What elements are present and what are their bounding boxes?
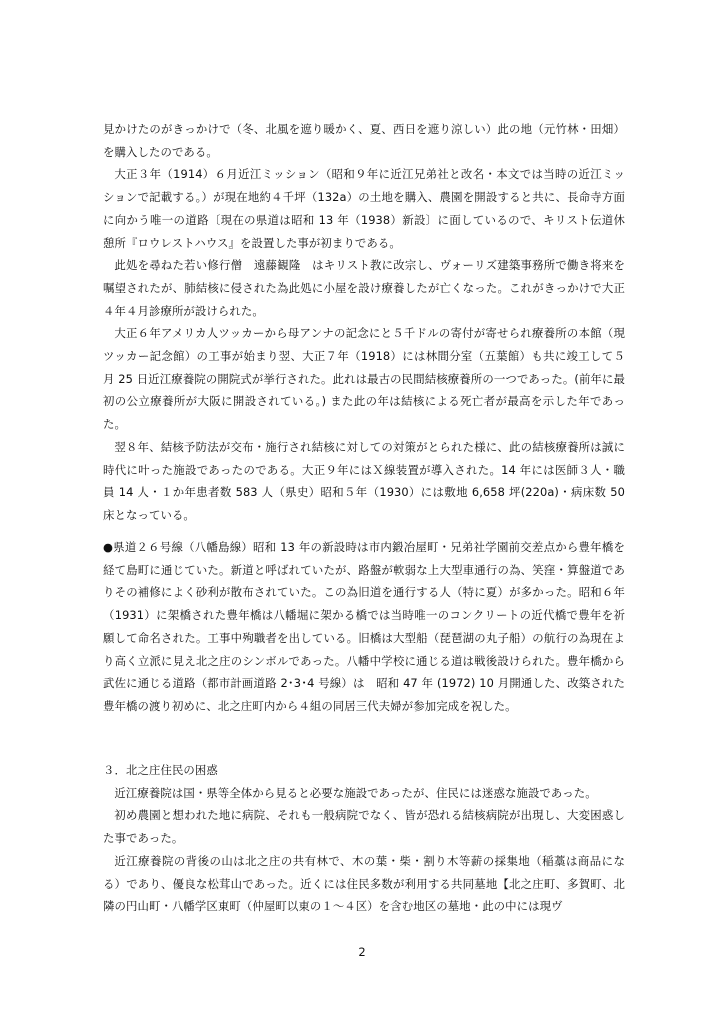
paragraph-tucker-memorial: 大正６年アメリカ人ツッカーから母アンナの記念にと５千ドルの寄付が寄せられ療養所の本館（現ツッカー記念館）の工事が始まり翌、大正７年（1918）には林間分室（五葉館）も共に竣工して５月 25 日近江療養院の開院式が挙行された。此れは最古の民間結核療養所の一つであった。(前年に最初の公立療養所が大阪に開設されている。) また此の年は結核による死亡者が最高を示した年であった。 bbox=[103, 326, 625, 432]
paragraph-endo-kanryu: 此処を尋ねた若い修行僧 遠藤観隆 はキリスト教に改宗し、ヴォーリズ建築事務所で働き将来を嘱望されたが、肺結核に侵された為此処に小屋を設け療養したが亡くなった。これがきっかけで大正４年４月診療所が設けられた。 bbox=[103, 258, 625, 318]
section-2-body bbox=[103, 536, 625, 718]
paragraph-prefectural-road-26: ●県道２６号線（八幡島線）昭和 13 年の新設時は市内鍛冶屋町・兄弟社学園前交差点から豊年橋を経て島町に通じていた。新道と呼ばれていたが、路盤が軟弱な上大型車通行の為、笑窪・算盤道でありその補修によく砂利が散布されていた。この為旧道を通行する人（特に夏）が多かった。昭和６年（1931）に架橋された豊年橋は八幡堀に架かる橋では当時唯一のコンクリートの近代橋で豊年を祈願して命名された。工事中殉職者を出している。旧橋は大型船（琵琶湖の丸子船）の航行の為現在より高く立派に見え北之庄のシンボルであった。八幡中学校に通じる道は戦後設けられた。豊年橋から武佐に通じる道路（都市計画道路 2･3･4 号線）は 昭和 47 年 (1972) 10 月開通した、改築された豊年橋の渡り初めに、北之庄町内から４組の同居三代夫婦が参加完成を祝した。 bbox=[103, 540, 625, 713]
paragraph-common-forest: 近江療養院の背後の山は北之庄の共有林で、木の葉・柴・割り木等薪の採集地（稲藁は商品になる）であり、優良な松茸山であった。近くには住民多数が利用する共同墓地【北之庄町、多賀町、北隣の円山町・八幡学区東町（仲屋町以東の１～４区）を含む地区の墓地・此の中には現ヴ bbox=[103, 853, 625, 914]
section-1-body bbox=[103, 118, 629, 527]
paragraph-land-purchase-continuation: 見かけたのがきっかけで（冬、北風を遮り暖かく、夏、西日を遮り涼しい）此の地（元竹林・田畑）を購入したのである。 bbox=[103, 122, 625, 159]
paragraph-omi-mission: 大正３年（1914）６月近江ミッション（昭和９年に近江兄弟社と改名・本文では当時の近江ミッションで記載する。）が現在地約４千坪（132a）の土地を購入、農園を開設すると共に、長命寺方面に向かう唯一の道路〔現在の県道は昭和 13 年（1938）新設〕に面しているので、キリスト伝道休憩所『ロウレストハウス』を設置した事が初まりである。 bbox=[103, 167, 625, 250]
paragraph-tuberculosis-law: 翌８年、結核予防法が交布・施行され結核に対しての対策がとられた様に、此の結核療養所は誠に時代に叶った施設であったのである。大正９年にはＸ線装置が導入された。14 年には医師３人・職員 14 人・１か年患者数 583 人（県史）昭和５年（1930）には敷地 6,658 坪(220a)・病床数 50 床となっている。 bbox=[103, 439, 629, 522]
paragraph-hospital-appearance: 初め農園と想われた地に病院、それも一般病院でなく、皆が恐れる結核病院が出現し、大変困惑した事であった。 bbox=[103, 808, 625, 846]
section-3-body bbox=[103, 759, 625, 918]
paragraph-nuisance-facility: 近江療養院は国・県等全体から見ると必要な施設であったが、住民には迷惑な施設であった。 bbox=[114, 785, 597, 800]
page-number: 2 bbox=[358, 945, 366, 959]
section-heading-residents: ３．北之庄住民の困惑 bbox=[103, 763, 218, 777]
